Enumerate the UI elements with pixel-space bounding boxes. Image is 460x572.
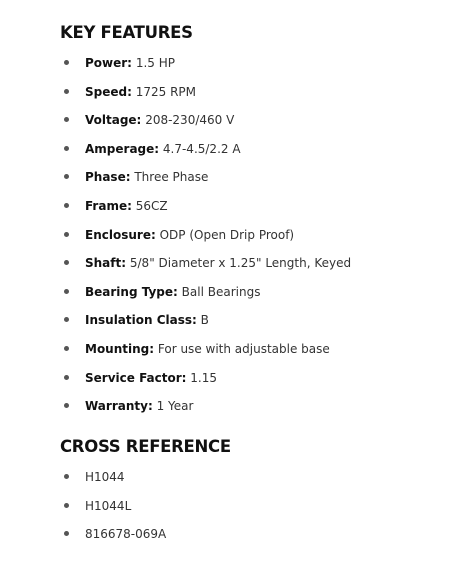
bullet-icon	[64, 503, 69, 508]
bullet-icon	[64, 403, 69, 408]
feature-value: Ball Bearings	[181, 284, 261, 299]
bullet-icon	[64, 375, 69, 380]
bullet-icon	[64, 146, 69, 151]
list-item	[0, 225, 460, 254]
cross-reference-part-number: H1044	[85, 470, 125, 484]
list-item	[0, 139, 460, 168]
list-item-text	[85, 396, 193, 416]
list-item	[0, 196, 460, 225]
key-features-list	[0, 53, 460, 425]
feature-label: Warranty:	[85, 399, 153, 414]
list-item-text	[85, 253, 351, 273]
bullet-icon	[64, 174, 69, 179]
feature-value: 4.7-4.5/2.2 A	[162, 141, 241, 156]
list-item-text	[85, 282, 260, 302]
bullet-icon	[64, 117, 69, 122]
list-item	[0, 496, 460, 525]
feature-value: B	[200, 313, 209, 328]
cross-reference-list	[0, 467, 460, 553]
list-item	[0, 82, 460, 111]
bullet-icon	[64, 289, 69, 294]
feature-label: Insulation Class:	[85, 313, 197, 328]
list-item	[0, 167, 460, 196]
list-item	[0, 368, 460, 397]
feature-label: Enclosure:	[85, 227, 156, 242]
cross-reference-part-number: H1044L	[85, 498, 132, 513]
feature-label: Frame:	[85, 198, 132, 213]
list-item	[0, 110, 460, 139]
list-item-text	[85, 53, 175, 73]
list-item-text	[85, 82, 196, 102]
bullet-icon	[64, 203, 69, 208]
bullet-icon	[64, 260, 69, 265]
feature-label: Amperage:	[85, 141, 160, 156]
list-item-text	[85, 368, 217, 388]
feature-value: 1725 RPM	[135, 84, 197, 99]
list-item-text	[85, 110, 234, 130]
feature-value: 1 Year	[156, 399, 194, 414]
bullet-icon	[64, 232, 69, 237]
feature-label: Bearing Type:	[85, 284, 178, 299]
feature-label: Service Factor:	[85, 370, 187, 385]
list-item-text	[85, 196, 168, 216]
feature-label: Shaft:	[85, 256, 127, 271]
feature-value: 208-230/460 V	[145, 113, 235, 128]
bullet-icon	[64, 89, 69, 94]
key-features-heading: KEY FEATURES	[60, 23, 193, 42]
feature-label: Voltage:	[85, 113, 142, 128]
bullet-icon	[64, 60, 69, 65]
list-item	[0, 339, 460, 368]
list-item	[0, 396, 460, 425]
list-item	[0, 310, 460, 339]
bullet-icon	[64, 531, 69, 536]
feature-label: Phase:	[85, 170, 131, 185]
cross-reference-heading: CROSS REFERENCE	[60, 437, 231, 456]
feature-value: 5/8" Diameter x 1.25" Length, Keyed	[129, 256, 352, 271]
list-item-text	[85, 339, 330, 359]
cross-reference-part-number: 816678-069A	[85, 527, 167, 542]
list-item-text	[85, 225, 294, 245]
feature-label: Mounting:	[85, 341, 155, 356]
feature-value: 56CZ	[135, 198, 168, 213]
list-item	[0, 524, 460, 553]
bullet-icon	[64, 317, 69, 322]
list-item-text	[85, 167, 208, 187]
feature-value: For use with adjustable base	[157, 341, 330, 356]
list-item	[0, 53, 460, 82]
feature-value: 1.5 HP	[135, 56, 175, 70]
list-item-text	[85, 139, 241, 159]
list-item	[0, 253, 460, 282]
list-item	[0, 467, 460, 496]
list-item-text	[85, 310, 209, 330]
feature-label: Speed:	[85, 84, 132, 99]
feature-value: Three Phase	[134, 170, 209, 185]
feature-value: 1.15	[190, 370, 218, 385]
list-item	[0, 282, 460, 311]
bullet-icon	[64, 346, 69, 351]
feature-label: Power:	[85, 56, 132, 70]
feature-value: ODP (Open Drip Proof)	[159, 227, 295, 242]
bullet-icon	[64, 474, 69, 479]
